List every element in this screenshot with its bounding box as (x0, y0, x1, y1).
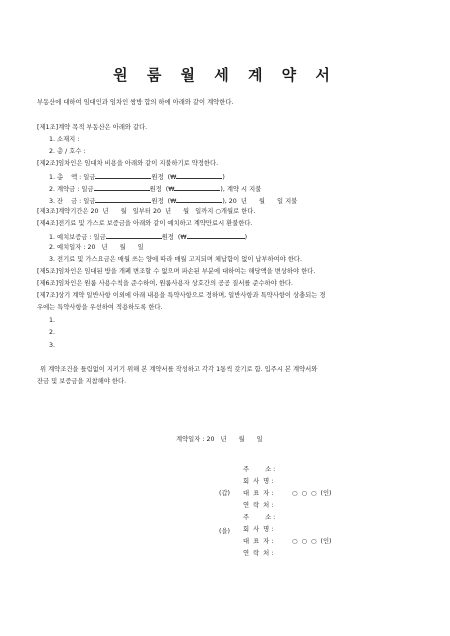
party-b-label: (을) (219, 528, 230, 535)
party-b-address: 주 소 : (243, 514, 276, 521)
row-1-won: 원정 (₩ (151, 174, 177, 181)
party-b-company: 회 사 명 : (243, 526, 274, 533)
deposit-number-blank (174, 184, 220, 191)
row-3-won: 원정 (₩ (151, 198, 177, 205)
deposit-label: 1. 예치보증금 : 일금 (49, 234, 106, 241)
article-6: [제6조]임차인은 원룸 사용수칙을 준수하여, 원룸사용자 상호간의 공공 질서를 준수하야 한다. (37, 280, 293, 287)
article-5: [제5조]임차인은 임대된 방을 개폐 변조할 수 없으며 파손된 부분에 대하여는 해당액을 변상하야 한다. (37, 268, 316, 275)
article-4: [제4조]전기료 및 가스로 보증금을 아래와 같이 예치하고 계약만료시 환불한다. (37, 220, 253, 227)
party-a-address: 주 소 : (243, 466, 276, 473)
row-2-won: 원정 (₩ (149, 186, 175, 193)
party-a-label: (갑) (219, 490, 230, 497)
special-term-3: 3. (49, 342, 56, 349)
article-3: [제3조]계약기간은 20 년 월 일부터 20 년 월 일까지 ○개월로 한다. (37, 208, 256, 215)
closing-line-1: 위 계약조건을 틀림없이 지키기 위해 본 계약서를 작성하고 각각 1통씩 갖기로 함. 입주시 본 계약서와 (40, 366, 318, 373)
party-a-phone: 연 락 처 : (243, 502, 274, 509)
closing-line-2: 잔금 및 보증금을 지참해야 한다. (37, 378, 127, 385)
article-4-item-2: 2. 예치일자 : 20 년 월 일 (49, 244, 144, 251)
article-7-line-2: 우에는 특약사항을 우선하여 적용하도록 한다. (37, 304, 163, 311)
row-1-label: 1. 총 액 : 일금 (49, 174, 96, 181)
utility-deposit-blank (106, 232, 162, 239)
row-2-end: ), 계약 시 지불 (220, 186, 262, 193)
article-4-item-3: 3. 전기료 및 가스요금은 매월 쓰는 양에 따라 매월 고지되며 체납함이 없이 납부하여야 한다. (49, 256, 303, 263)
intro-text: 부동산에 대하여 임대인과 임차인 쌍방 합의 하에 아래와 같이 계약한다. (37, 99, 234, 106)
deposit-won: 원정 (₩ (161, 234, 187, 241)
party-b-seal: ○ ○ ○ (인) (292, 538, 332, 545)
special-term-2: 2. (49, 329, 56, 336)
deposit-end: ) (244, 234, 248, 241)
row-1-end: ) (222, 174, 225, 181)
party-a-company: 회 사 명 : (243, 478, 274, 485)
balance-blank (95, 196, 151, 203)
article-1-item-1: 1. 소재지 : (49, 136, 80, 143)
party-b-representative: 대 표 자 : (243, 538, 274, 545)
article-2-row-2 (49, 184, 261, 194)
article-2: [제2조]임차인은 임대차 비용을 아래와 같이 지불하기로 약정한다. (37, 160, 219, 167)
article-2-row-1 (49, 172, 225, 182)
article-2-row-3 (49, 196, 297, 206)
balance-number-blank (176, 196, 222, 203)
amount-number-blank (176, 172, 225, 181)
contract-date: 계약일자 : 20 년 월 일 (176, 436, 263, 443)
party-a-representative: 대 표 자 : (243, 490, 274, 497)
document-title: 원 룸 월 세 계 약 서 (113, 66, 337, 84)
utility-deposit-number-blank (187, 232, 248, 241)
row-2-label: 2. 계약금 : 일금 (49, 186, 94, 193)
article-1-item-2: 2. 층 / 호수 : (49, 148, 86, 155)
special-term-1: 1. (49, 317, 56, 324)
party-b-phone: 연 락 처 : (243, 550, 274, 557)
party-a-seal: ○ ○ ○ (인) (292, 490, 332, 497)
row-3-label: 3. 잔 금 : 일금 (49, 198, 96, 205)
row-3-end: ), 20 년 월 일 지불 (222, 198, 298, 205)
article-4-item-1 (49, 232, 247, 242)
article-7-line-1: [제7조]상기 계약 일반사항 이외에 아래 내용을 특약사항으로 정하며, 일반사항과 특약사항이 상충되는 경 (37, 292, 326, 299)
amount-blank (95, 172, 151, 179)
article-1: [제1조]계약 목적 부동산은 아래와 같다. (37, 124, 148, 131)
deposit-blank (94, 184, 150, 191)
